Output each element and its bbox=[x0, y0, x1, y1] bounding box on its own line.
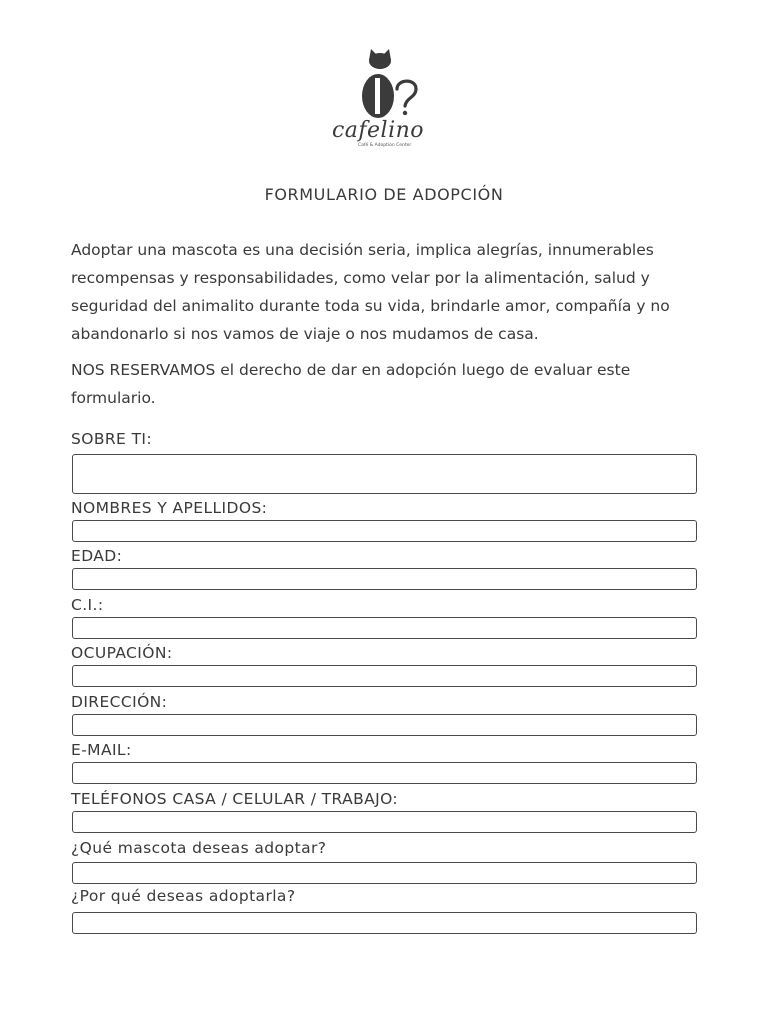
ocupacion-field[interactable] bbox=[72, 665, 697, 687]
field-label-por-que: ¿Por qué deseas adoptarla? bbox=[71, 887, 296, 905]
brand-tagline: Café & Adoption Center bbox=[358, 143, 412, 148]
field-label-nombres: NOMBRES Y APELLIDOS: bbox=[71, 499, 268, 517]
telefonos-field[interactable] bbox=[72, 811, 697, 833]
field-label-mascota: ¿Qué mascota deseas adoptar? bbox=[71, 839, 327, 857]
cafelino-logo bbox=[328, 44, 440, 160]
field-label-sobre-ti: SOBRE TI: bbox=[71, 430, 153, 448]
field-label-email: E-MAIL: bbox=[71, 741, 132, 759]
reservation-notice: NOS RESERVAMOS el derecho de dar en adopción luego de evaluar este formulario. bbox=[71, 361, 631, 407]
field-label-telefonos: TELÉFONOS CASA / CELULAR / TRABAJO: bbox=[71, 790, 399, 808]
email-field[interactable] bbox=[72, 762, 697, 784]
cat-logo-icon bbox=[328, 44, 440, 124]
brand-name: cafelino bbox=[331, 118, 425, 143]
ci-field[interactable] bbox=[72, 617, 697, 639]
intro-paragraph: Adoptar una mascota es una decisión seria, implica alegrías, innumerables recompensas y responsabilidades, como velar por la alimentación, salud y seguridad del animalito durante toda su vida, brindarle amor, compañía y no abandonarlo si nos vamos de viaje o nos mudamos de casa. bbox=[71, 241, 670, 343]
sobre-ti-field[interactable] bbox=[72, 454, 697, 494]
nombres-apellidos-field[interactable] bbox=[72, 520, 697, 542]
intro-text bbox=[71, 236, 703, 412]
edad-field[interactable] bbox=[72, 568, 697, 590]
field-label-direccion: DIRECCIÓN: bbox=[71, 693, 168, 711]
direccion-field[interactable] bbox=[72, 714, 697, 736]
field-label-edad: EDAD: bbox=[71, 547, 123, 565]
por-que-field[interactable] bbox=[72, 912, 697, 934]
mascota-field[interactable] bbox=[72, 862, 697, 884]
field-label-ocupacion: OCUPACIÓN: bbox=[71, 644, 173, 662]
field-label-ci: C.I.: bbox=[71, 596, 104, 614]
page-title: FORMULARIO DE ADOPCIÓN bbox=[264, 185, 504, 204]
